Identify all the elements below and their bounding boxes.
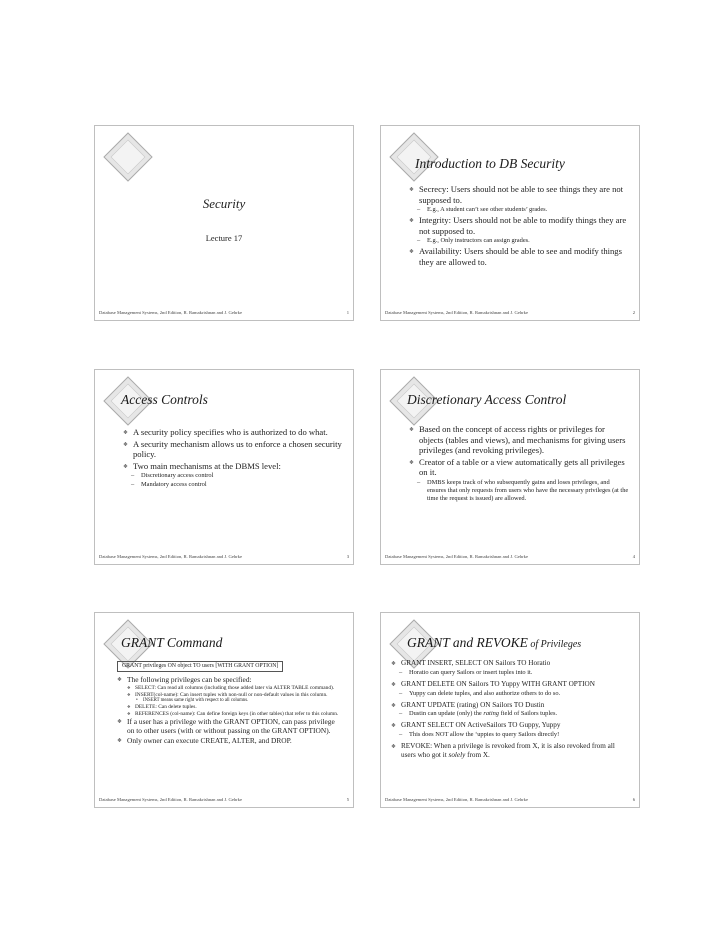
slide-subtitle: Lecture 17 bbox=[205, 233, 243, 243]
slide-4 bbox=[380, 369, 640, 565]
diamond-logo-icon bbox=[101, 130, 155, 184]
sub-bullet: ❖ INSERT(col-name): Can insert tuples with non-null or non-default values in this column. bbox=[117, 692, 343, 699]
sub-bullet: – Discretionary access control bbox=[123, 472, 343, 480]
sub-sub-bullet: • INSERT means same right with respect to all columns. bbox=[117, 698, 343, 704]
slide-footer: Database Management Systems, 2nd Edition, R. Ramakrishnan and J. Gehrke 1 bbox=[99, 310, 349, 315]
sub-bullet: – DMBS keeps track of who subsequently gains and loses privileges, and ensures that only requests from users who have the necessary privileges (at the time the request is issued) are allowed. bbox=[409, 479, 629, 503]
bullet: ❖ Creator of a table or a view automatically gets all privileges on it. bbox=[409, 457, 629, 478]
bullet: ❖ Two main mechanisms at the DBMS level: bbox=[123, 461, 343, 472]
sub-bullet: – Dustin can update (only) the rating field of Sailors tuples. bbox=[391, 710, 629, 718]
slide-footer: Database Management Systems, 2nd Edition, R. Ramakrishnan and J. Gehrke 3 bbox=[99, 554, 349, 559]
slide-2 bbox=[380, 125, 640, 321]
slide-1 bbox=[94, 125, 354, 321]
slide-3 bbox=[94, 369, 354, 565]
bullet: ❖ Integrity: Users should not be able to modify things they are not supposed to. bbox=[409, 215, 629, 236]
slide-title: Discretionary Access Control bbox=[407, 392, 567, 407]
sub-bullet: – Mandatory access control bbox=[123, 481, 343, 489]
bullet: ❖ GRANT SELECT ON ActiveSailors TO Guppy, Yuppy bbox=[391, 721, 629, 730]
slide-6 bbox=[380, 612, 640, 808]
bullet: ❖ The following privileges can be specified: bbox=[117, 675, 343, 684]
bullet: ❖ Secrecy: Users should not be able to see things they are not supposed to. bbox=[409, 184, 629, 205]
slide-body bbox=[409, 184, 629, 269]
slide-body bbox=[409, 424, 629, 504]
sub-bullet: – This does NOT allow the ‘uppies to query Sailors directly! bbox=[391, 731, 629, 739]
slide-title: GRANT Command bbox=[121, 635, 223, 650]
bullet: ❖ Availability: Users should be able to see and modify things they are allowed to. bbox=[409, 246, 629, 267]
slide-title: GRANT and REVOKE of Privileges bbox=[407, 635, 582, 650]
bullet: ❖ Based on the concept of access rights or privileges for objects (tables and views), and mechanisms for giving users privileges (and revoking privileges). bbox=[409, 424, 629, 456]
sub-bullet: ❖ DELETE: Can delete tuples. bbox=[117, 704, 343, 711]
bullet: ❖ REVOKE: When a privilege is revoked from X, it is also revoked from all users who got it solely from X. bbox=[391, 742, 629, 760]
slide-footer: Database Management Systems, 2nd Edition, R. Ramakrishnan and J. Gehrke 6 bbox=[385, 797, 635, 802]
slide-body bbox=[123, 427, 343, 490]
sub-bullet: – E.g., A student can’t see other students’ grades. bbox=[409, 206, 629, 214]
slide-title: Security bbox=[202, 196, 246, 211]
bullet: ❖ Only owner can execute CREATE, ALTER, and DROP. bbox=[117, 736, 343, 745]
sub-bullet: – Horatio can query Sailors or insert tuples into it. bbox=[391, 669, 629, 677]
grant-syntax-box: GRANT privileges ON object TO users [WITH GRANT OPTION] bbox=[117, 661, 283, 672]
slide-title: Introduction to DB Security bbox=[415, 156, 565, 171]
slide-footer: Database Management Systems, 2nd Edition, R. Ramakrishnan and J. Gehrke 2 bbox=[385, 310, 635, 315]
sub-bullet: ❖ SELECT: Can read all columns (including those added later via ALTER TABLE command). bbox=[117, 685, 343, 692]
bullet: ❖ GRANT DELETE ON Sailors TO Yuppy WITH GRANT OPTION bbox=[391, 680, 629, 689]
bullet: ❖ If a user has a privilege with the GRANT OPTION, can pass privilege on to other users (with or without passing on the GRANT OPTION). bbox=[117, 717, 343, 735]
slide-title: Access Controls bbox=[121, 392, 208, 407]
sub-bullet: ❖ REFERENCES (col-name): Can define foreign keys (in other tables) that refer to this column. bbox=[117, 711, 343, 718]
bullet: ❖ GRANT INSERT, SELECT ON Sailors TO Horatio bbox=[391, 659, 629, 668]
slide-body bbox=[391, 659, 629, 761]
bullet: ❖ A security policy specifies who is authorized to do what. bbox=[123, 427, 343, 438]
slide-5 bbox=[94, 612, 354, 808]
slide-footer: Database Management Systems, 2nd Edition, R. Ramakrishnan and J. Gehrke 5 bbox=[99, 797, 349, 802]
bullet: ❖ GRANT UPDATE (rating) ON Sailors TO Dustin bbox=[391, 701, 629, 710]
slide-body bbox=[117, 659, 343, 746]
sub-bullet: – E.g., Only instructors can assign grades. bbox=[409, 237, 629, 245]
slide-footer: Database Management Systems, 2nd Edition, R. Ramakrishnan and J. Gehrke 4 bbox=[385, 554, 635, 559]
sub-bullet: – Yuppy can delete tuples, and also authorize others to do so. bbox=[391, 690, 629, 698]
bullet: ❖ A security mechanism allows us to enforce a chosen security policy. bbox=[123, 439, 343, 460]
